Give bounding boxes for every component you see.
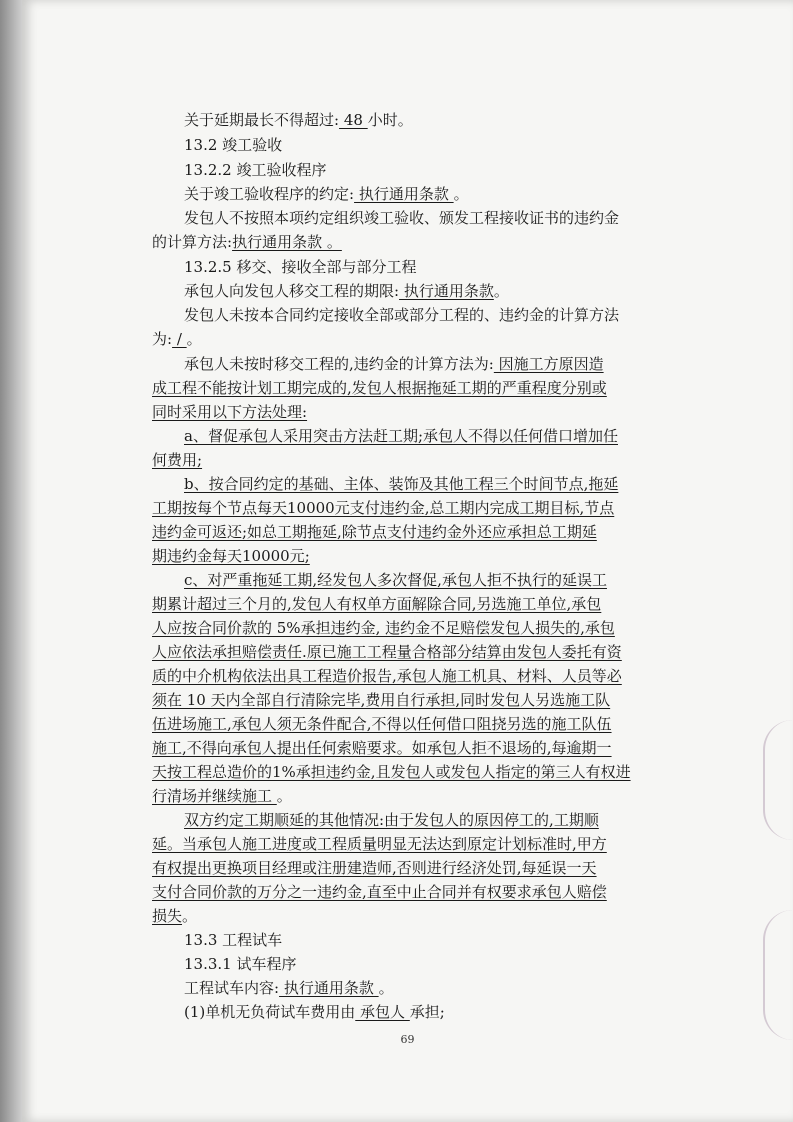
text-line [152,378,712,398]
text-segment: 工程试车内容: [184,979,280,997]
text-line [184,978,712,998]
text-segment: 的计算方法: [152,233,233,251]
filled-value: c、对严重拖延工期,经发包人多次督促,承包人拒不执行的延误工 [184,571,607,589]
text-line [152,498,712,518]
text-line [184,930,712,950]
filled-value: 有权提出更换项目经理或注册建造师,否则进行经济处罚,每延误一天 [152,859,597,877]
filled-value: 损失 [152,907,183,925]
text-line [184,160,712,180]
text-line [152,522,712,542]
text-line [152,402,712,422]
filled-value: 支付合同价款的万分之一违约金,直至中止合同并有权要求承包人赔偿 [152,883,607,901]
text-segment: 。 [453,185,469,203]
text-segment: 发包人未按本合同约定接收全部或部分工程的、违约金的计算方法 [184,306,620,324]
text-segment: 关于延期最长不得超过: [184,111,340,129]
text-segment: 。 [378,979,394,997]
filled-value: 执行通用条款 [279,979,379,997]
filled-value: 天按工程总造价的1%承担违约金,且发包人或发包人指定的第三人有权进 [152,763,631,781]
filled-value: b、按合同约定的基础、主体、装饰及其他工程三个时间节点,拖延 [184,475,619,493]
scan-edge-shadow [0,0,22,1122]
text-line [152,546,712,566]
text-line [152,762,712,782]
text-segment: 承包人未按时移交工程的,违约金的计算方法为: [184,355,494,373]
filled-value: 工期按每个节点每天10000元支付违约金,总工期内完成工期目标,节点 [152,499,615,517]
text-line [152,594,712,614]
text-line [152,642,712,662]
text-line [152,690,712,710]
text-line [184,281,712,301]
text-line [184,257,712,277]
document-page [22,0,793,1122]
text-line [184,135,712,155]
filled-value: a、督促承包人采用突击方法赶工期;承包人不得以任何借口增加任 [184,427,618,445]
text-segment: 13.2 竣工验收 [184,136,283,154]
text-line [152,858,712,878]
text-line [152,450,712,470]
filled-value: 何费用; [152,451,203,469]
filled-value: 施工,不得向承包人提出任何索赔要求。如承包人拒不退场的,每逾期一 [152,739,612,757]
text-line [184,305,712,325]
text-line [152,666,712,686]
filled-value: 双方约定工期顺延的其他情况:由于发包人的原因停工的,工期顺 [184,811,599,829]
text-line [184,1002,712,1022]
text-line [184,110,712,130]
text-segment: 13.2.2 竣工验收程序 [184,161,327,179]
text-segment: 。 [276,787,292,805]
text-segment: (1)单机无负荷试车费用由 [184,1003,356,1021]
text-segment: 。 [186,330,202,348]
filled-value: 执行通用条款 。 [232,233,342,251]
filled-value: 执行通用条款 [399,282,494,300]
text-line [152,738,712,758]
filled-value: 成工程不能按计划工期完成的,发包人根据拖延工期的严重程度分别或 [152,379,607,397]
text-line [152,329,712,349]
text-line [152,882,712,902]
text-line [152,786,712,806]
text-segment: 关于竣工验收程序的约定: [184,185,355,203]
text-line [184,810,712,830]
filled-value: 48 [339,111,368,129]
page-number: 69 [400,1033,415,1046]
text-segment: 13.2.5 移交、接收全部与部分工程 [184,258,417,276]
text-line [152,232,712,252]
filled-value: 延。当承包人施工进度或工程质量明显无法达到原定计划标准时,甲方 [152,835,607,853]
filled-value: / [172,330,187,348]
text-segment: 。 [182,907,198,925]
filled-value: 人应按合同价款的 5%承担违约金, 违约金不足赔偿发包人损失的,承包 [152,619,615,637]
text-line [152,618,712,638]
text-segment: 承包人向发包人移交工程的期限: [184,282,400,300]
text-segment: 为: [152,330,173,348]
text-segment: 13.3 工程试车 [184,931,283,949]
seal-stamp-mark-lower [763,910,793,1040]
filled-value: 承包人 [355,1003,410,1021]
filled-value: 伍进场施工,承包人须无条件配合,不得以任何借口阻挠另选的施工队伍 [152,715,612,733]
filled-value: 行清场并继续施工 [152,787,277,805]
filled-value: 违约金可返还;如总工期拖延,除节点支付违约金外还应承担总工期延 [152,523,597,541]
text-line [184,354,712,374]
text-line [184,570,712,590]
text-line [184,208,712,228]
text-line [184,426,712,446]
text-segment: 发包人不按照本项约定组织竣工验收、颁发工程接收证书的违约金 [184,209,620,227]
seal-stamp-mark-upper [763,720,793,840]
text-segment: 小时。 [367,111,413,129]
filled-value: 同时采用以下方法处理: [152,403,308,421]
filled-value: 质的中介机构依法出具工程造价报告,承包人施工机具、材料、人员等必 [152,667,622,685]
text-line [184,474,712,494]
filled-value: 须在 10 天内全部自行清除完毕,费用自行承担,同时发包人另选施工队 [152,691,611,709]
filled-value: 因施工方原因造 [493,355,604,373]
text-line [152,906,712,926]
text-segment: 。 [493,282,509,300]
filled-value: 期违约金每天10000元; [152,547,310,565]
text-line [152,714,712,734]
filled-value: 人应依法承担赔偿责任.原已施工工程量合格部分结算由发包人委托有资 [152,643,622,661]
text-line [184,184,712,204]
filled-value: 执行通用条款 [354,185,454,203]
text-line [152,834,712,854]
text-line [184,954,712,974]
filled-value: 期累计超过三个月的,发包人有权单方面解除合同,另选施工单位,承包 [152,595,602,613]
text-segment: 承担; [409,1003,445,1021]
text-segment: 13.3.1 试车程序 [184,955,297,973]
